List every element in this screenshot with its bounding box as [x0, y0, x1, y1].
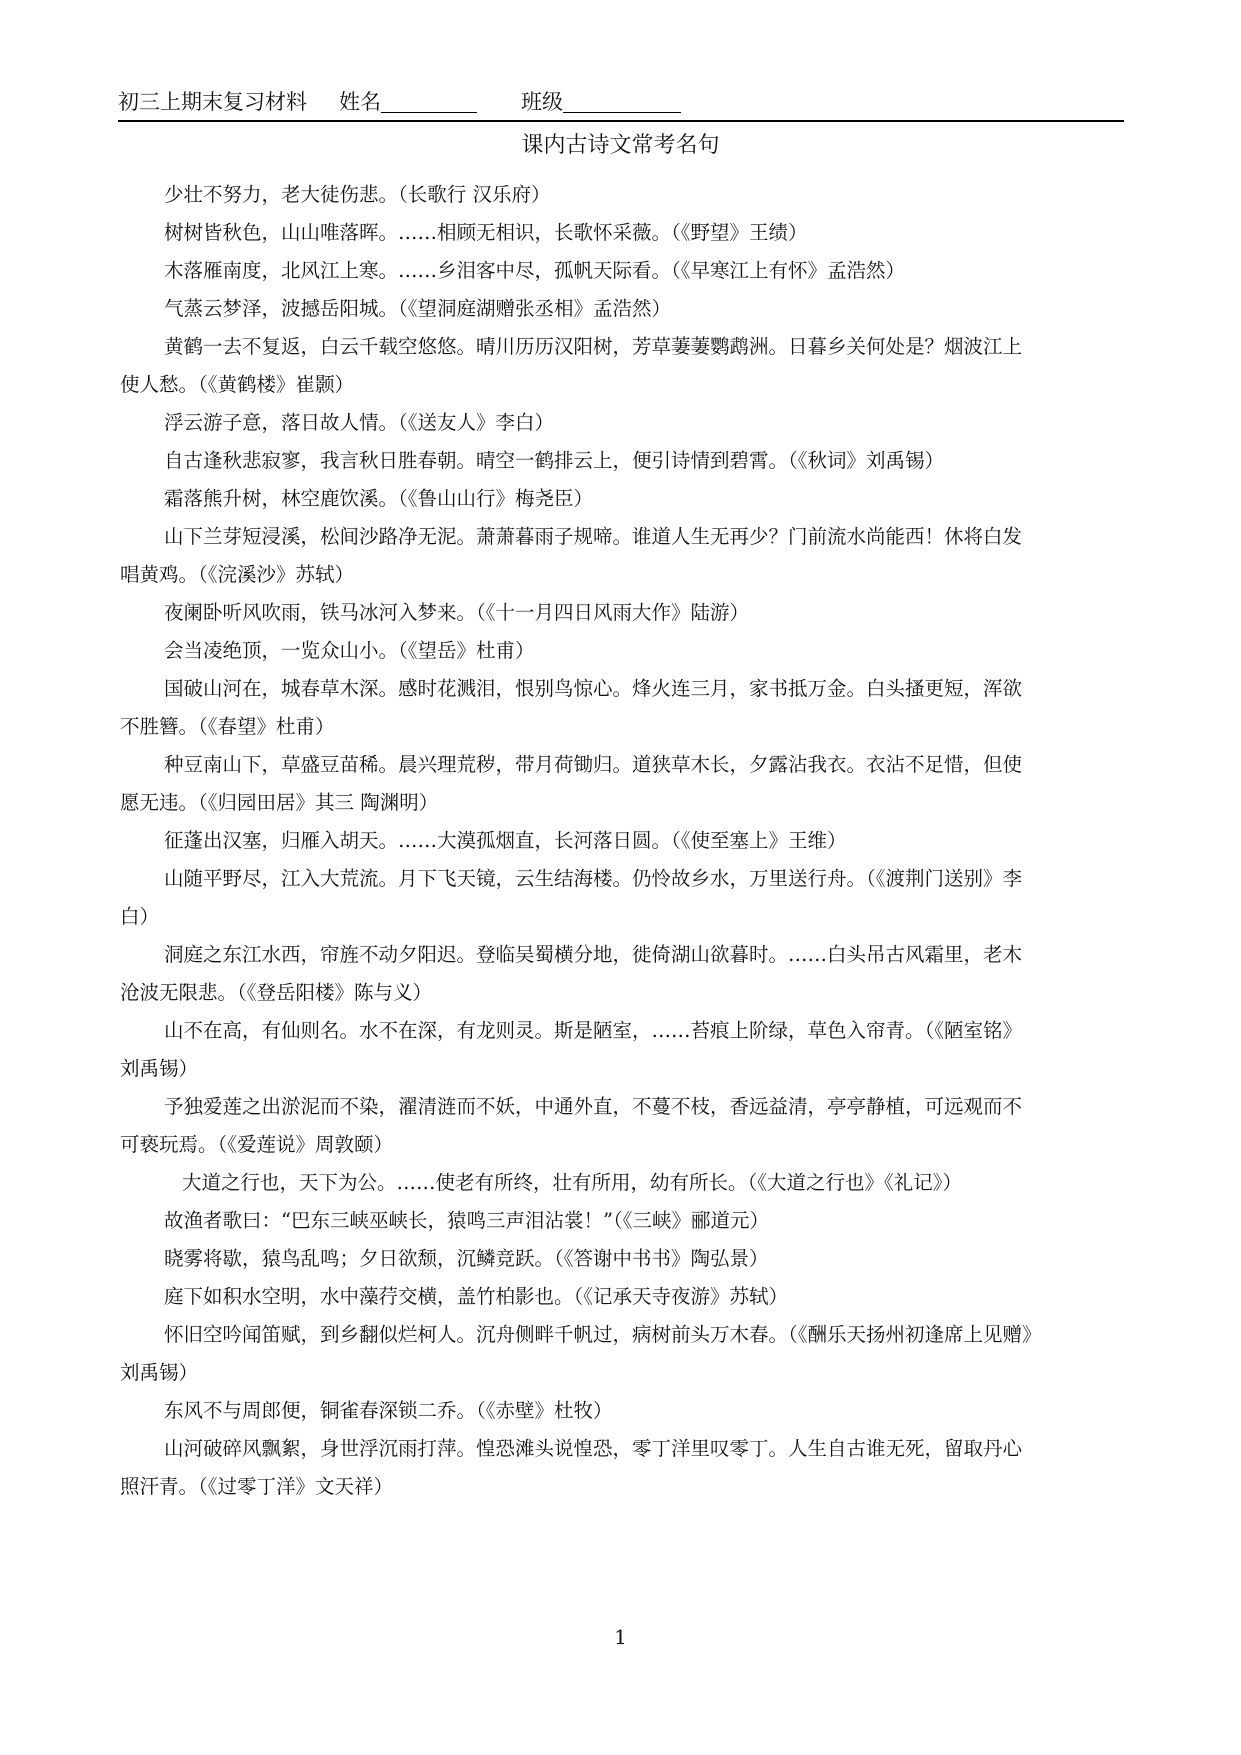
verse-line: 征蓬出汉塞，归雁入胡天。……大漠孤烟直，长河落日圆。（《使至塞上》王维） — [164, 829, 847, 852]
verse-line: 山不在高，有仙则名。水不在深，有龙则灵。斯是陋室，……苔痕上阶绿，草色入帘青。（《陋室铭》 — [164, 1019, 1023, 1042]
verse-line: 自古逢秋悲寂寥，我言秋日胜春朝。晴空一鹤排云上，便引诗情到碧霄。（《秋词》刘禹锡） — [164, 449, 945, 472]
verse-line: 不胜簪。（《春望》杜甫） — [120, 715, 335, 738]
verse-line: 怀旧空吟闻笛赋，到乡翻似烂柯人。沉舟侧畔千帆过，病树前头万木春。（《酬乐天扬州初逢席上见赠》 — [164, 1323, 1042, 1346]
verse-line: 霜落熊升树，林空鹿饮溪。（《鲁山山行》梅尧臣） — [164, 487, 594, 510]
name-label: 姓名 — [339, 90, 381, 114]
verse-line: 木落雁南度，北风江上寒。……乡泪客中尽，孤帆天际看。（《早寒江上有怀》孟浩然） — [164, 259, 906, 282]
verse-line: 树树皆秋色，山山唯落晖。……相顾无相识，长歌怀采薇。（《野望》王绩） — [164, 221, 808, 244]
verse-line: 白） — [120, 905, 160, 928]
verse-line: 唱黄鸡。（《浣溪沙》苏轼） — [120, 563, 355, 586]
verse-line: 少壮不努力，老大徒伤悲。（长歌行 汉乐府） — [164, 183, 551, 206]
verse-line: 国破山河在，城春草木深。感时花溅泪，恨别鸟惊心。烽火连三月，家书抵万金。白头搔更短，浑欲 — [164, 677, 1023, 700]
verse-line: 晓雾将歇，猿鸟乱鸣；夕日欲颓，沉鳞竞跃。（《答谢中书书》陶弘景） — [164, 1247, 769, 1270]
verse-line: 大道之行也，天下为公。……使老有所终，壮有所用，幼有所长。（《大道之行也》《礼记》） — [182, 1171, 963, 1194]
verse-line: 照汗青。（《过零丁洋》文天祥） — [120, 1475, 394, 1498]
verse-line: 使人愁。（《黄鹤楼》崔颢） — [120, 373, 355, 396]
verse-line: 气蒸云梦泽，波撼岳阳城。（《望洞庭湖赠张丞相》孟浩然） — [164, 297, 672, 320]
verse-list — [120, 176, 1126, 1506]
verse-line: 愿无违。（《归园田居》其三 陶渊明） — [120, 791, 439, 814]
document-header — [118, 84, 1124, 122]
verse-line: 夜阑卧听风吹雨，铁马冰河入梦来。（《十一月四日风雨大作》陆游） — [164, 601, 750, 624]
verse-line: 故渔者歌曰：“巴东三峡巫峡长，猿鸣三声泪沾裳！”（《三峡》郦道元） — [164, 1209, 769, 1232]
verse-line: 洞庭之东江水西，帘旌不动夕阳迟。登临吴蜀横分地，徙倚湖山欲暮时。……白头吊古风霜里，老木 — [164, 943, 1023, 966]
class-label: 班级 — [521, 90, 563, 114]
verse-line: 予独爱莲之出淤泥而不染，濯清涟而不妖，中通外直，不蔓不枝，香远益清，亭亭静植，可远观而不 — [164, 1095, 1023, 1118]
verse-line: 浮云游子意，落日故人情。（《送友人》李白） — [164, 411, 555, 434]
verse-line: 种豆南山下，草盛豆苗稀。晨兴理荒秽，带月荷锄归。道狭草木长，夕露沾我衣。衣沾不足惜，但使 — [164, 753, 1023, 776]
class-blank — [563, 88, 681, 113]
verse-line: 黄鹤一去不复返，白云千载空悠悠。晴川历历汉阳树，芳草萋萋鹦鹉洲。日暮乡关何处是？烟波江上 — [164, 335, 1023, 358]
material-title: 初三上期末复习材料 — [118, 90, 307, 114]
verse-line: 山随平野尽，江入大荒流。月下飞天镜，云生结海楼。仍怜故乡水，万里送行舟。（《渡荆门送别》李 — [164, 867, 1023, 890]
verse-line: 可亵玩焉。（《爱莲说》周敦颐） — [120, 1133, 394, 1156]
verse-line: 山河破碎风飘絮，身世浮沉雨打萍。惶恐滩头说惶恐，零丁洋里叹零丁。人生自古谁无死，留取丹心 — [164, 1437, 1023, 1460]
verse-line: 山下兰芽短浸溪，松间沙路净无泥。萧萧暮雨子规啼。谁道人生无再少？门前流水尚能西！休将白发 — [164, 525, 1023, 548]
verse-line: 刘禹锡） — [120, 1361, 199, 1384]
verse-line: 会当凌绝顶，一览众山小。（《望岳》杜甫） — [164, 639, 535, 662]
page-number: 1 — [614, 1625, 627, 1649]
verse-line: 沧波无限悲。（《登岳阳楼》陈与义） — [120, 981, 433, 1004]
document-title: 课内古诗文常考名句 — [521, 133, 720, 158]
verse-line: 东风不与周郎便，铜雀春深锁二乔。（《赤壁》杜牧） — [164, 1399, 613, 1422]
verse-line: 刘禹锡） — [120, 1057, 199, 1080]
verse-line: 庭下如积水空明，水中藻荇交横，盖竹柏影也。（《记承天寺夜游》苏轼） — [164, 1285, 789, 1308]
name-blank — [381, 88, 477, 113]
